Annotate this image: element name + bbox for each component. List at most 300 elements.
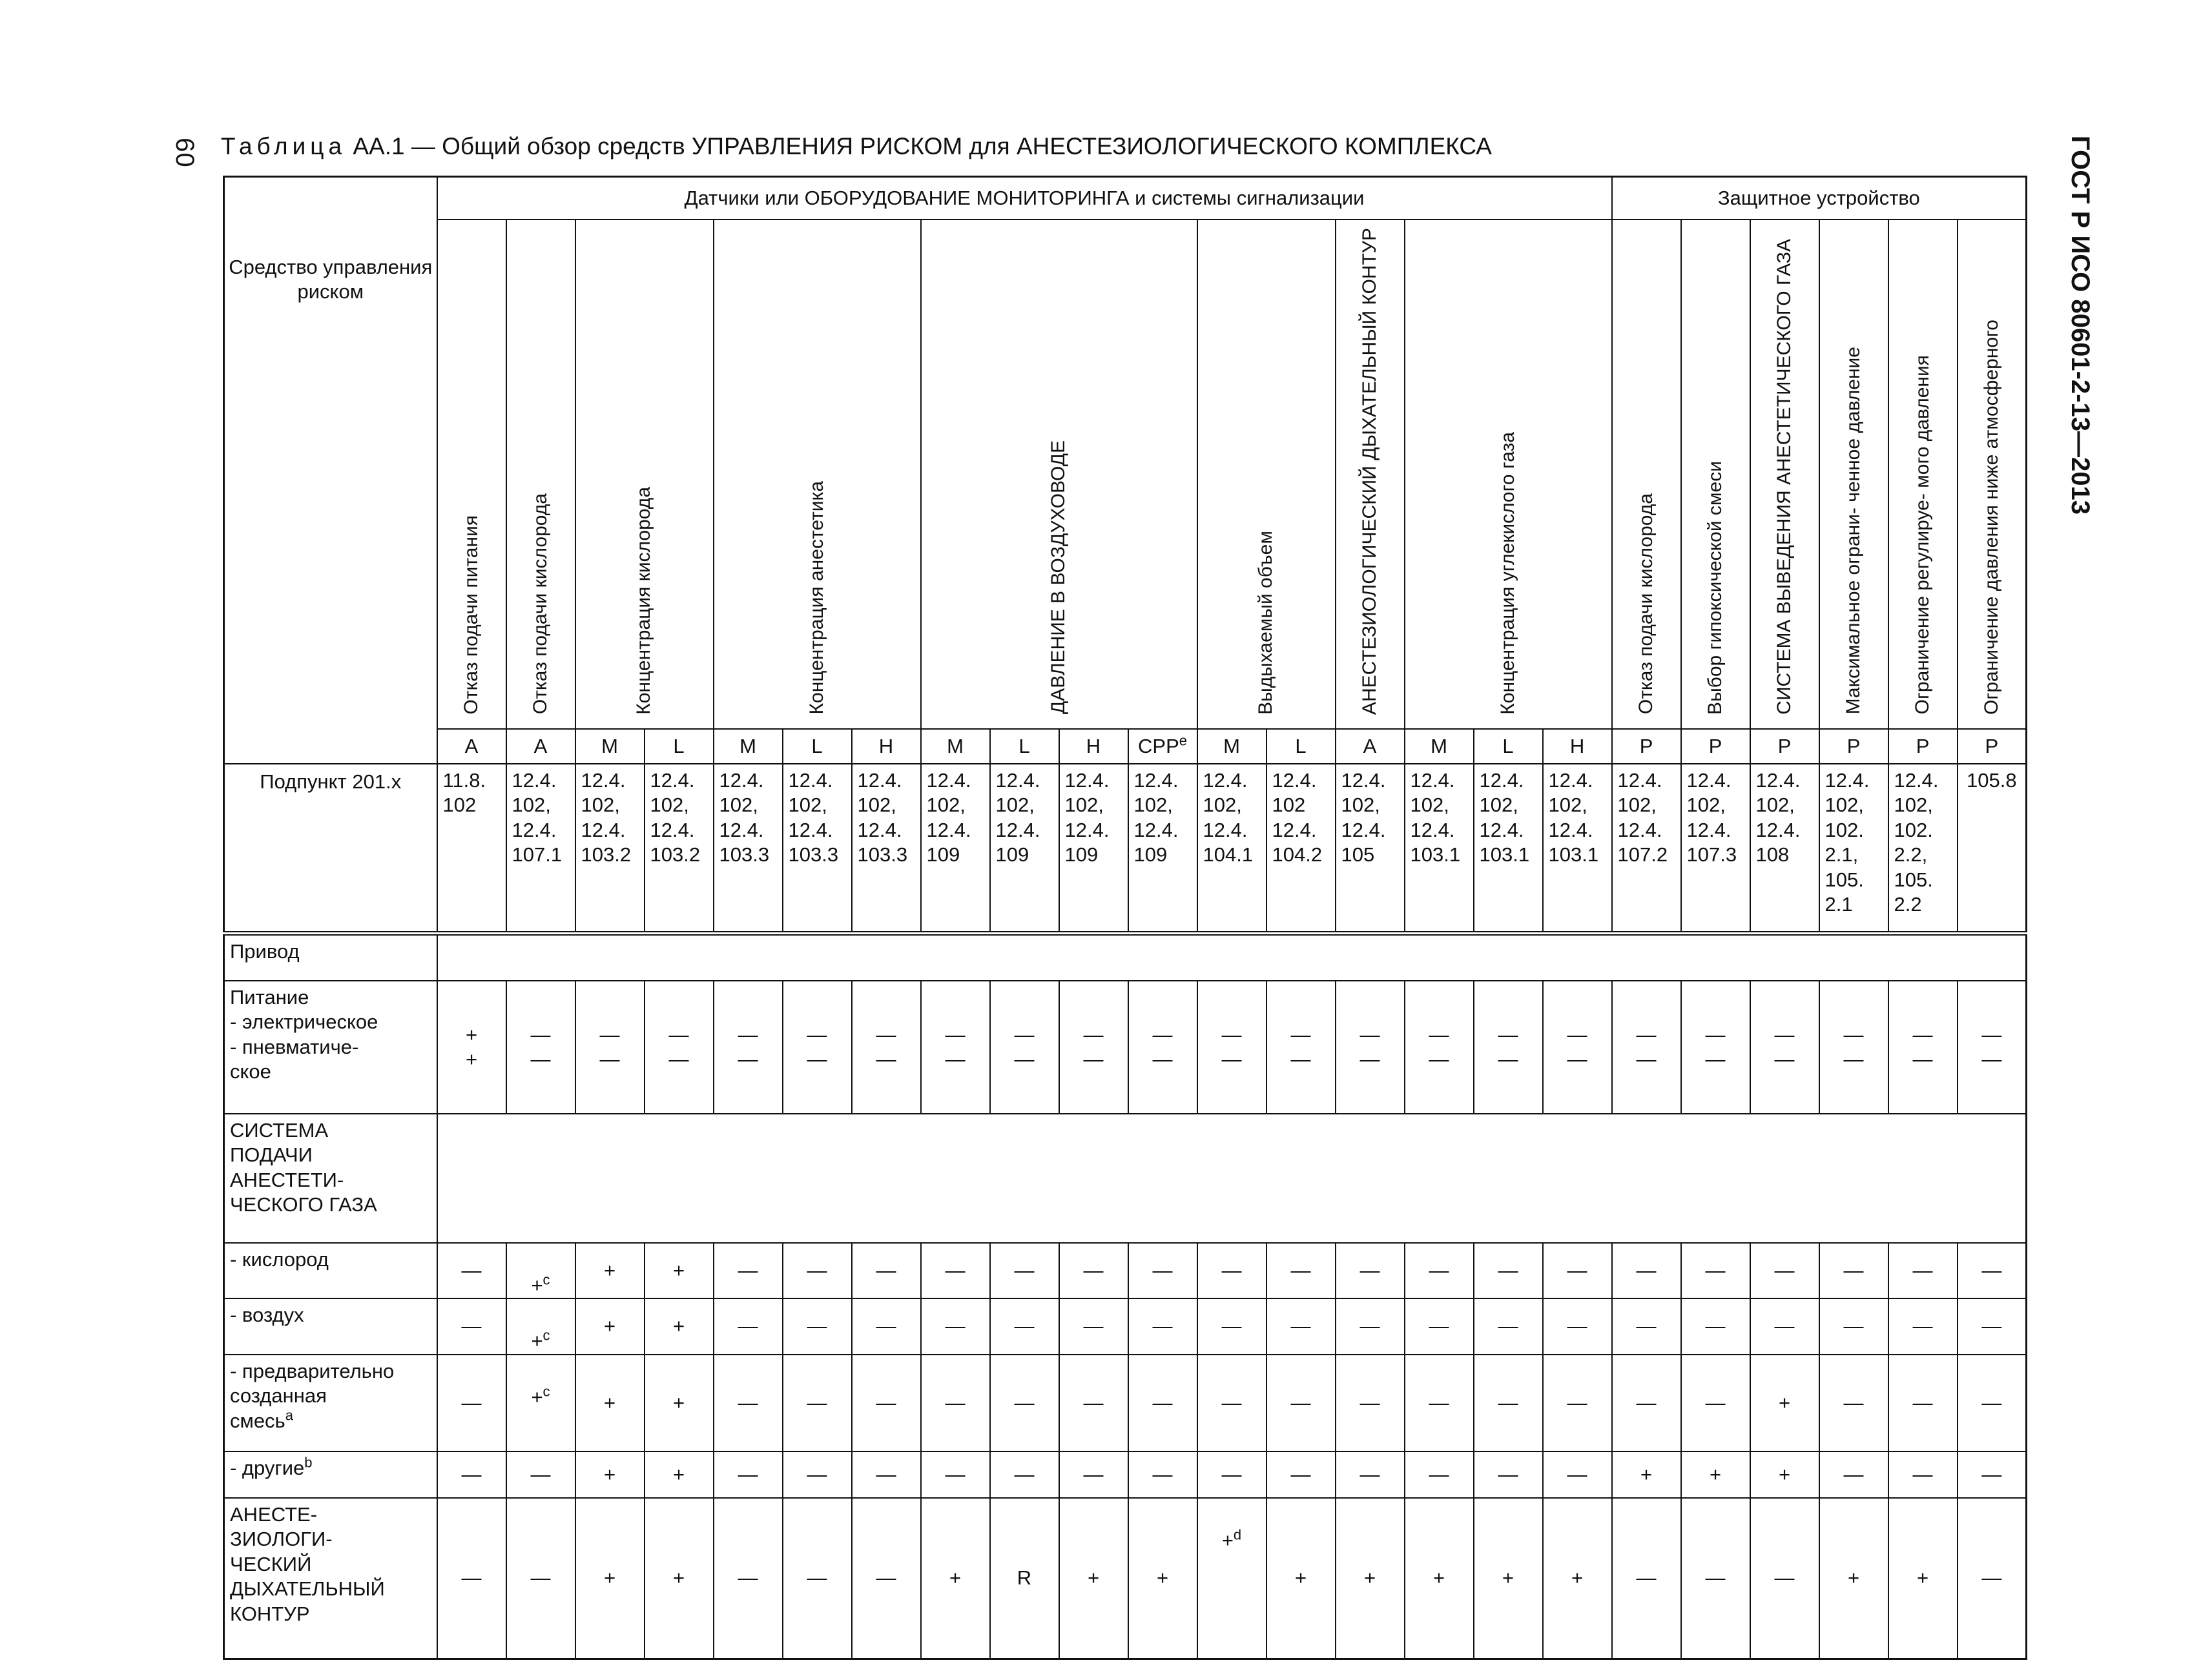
value-mark: — bbox=[1567, 1391, 1587, 1414]
row-label bbox=[224, 1498, 437, 1659]
value-mark: — bbox=[461, 1391, 482, 1414]
value-mark: + bbox=[603, 1391, 616, 1414]
col-header bbox=[575, 220, 714, 730]
value-cell bbox=[714, 1243, 783, 1298]
value-cell: — — bbox=[1197, 981, 1266, 1114]
value-cell bbox=[1750, 1498, 1819, 1659]
table-row bbox=[224, 1243, 2027, 1298]
subclause-cell: 12.4. 102, 12.4. 103.1 bbox=[1405, 764, 1474, 933]
value-cell bbox=[1336, 1355, 1405, 1451]
col-header-text: Отказ подачи питания bbox=[460, 515, 482, 715]
value-cell: — — bbox=[575, 981, 645, 1114]
caption-text: АА.1 — Общий обзор средств УПРАВЛЕНИЯ РИСКОМ для АНЕСТЕЗИОЛОГИЧЕСКОГО КОМПЛЕКСА bbox=[353, 133, 1492, 159]
value-mark: + bbox=[1087, 1566, 1100, 1590]
value-mark: — bbox=[1636, 1566, 1657, 1590]
value-mark: — bbox=[1981, 1259, 2002, 1282]
value-mark: — bbox=[1705, 1259, 1726, 1282]
col-header-text: Отказ подачи кислорода bbox=[529, 493, 551, 715]
value-mark: — bbox=[1359, 1259, 1380, 1282]
value-cell bbox=[921, 1451, 990, 1498]
value-mark: + bbox=[672, 1315, 685, 1338]
code-cell: P bbox=[1750, 729, 1819, 764]
value-cell: — — bbox=[990, 981, 1059, 1114]
value-cell bbox=[506, 1298, 575, 1354]
value-cell bbox=[575, 1298, 645, 1354]
value-cell bbox=[852, 1298, 921, 1354]
value-mark: — bbox=[1567, 1462, 1587, 1486]
value-mark: + bbox=[672, 1391, 685, 1414]
code-cell: A bbox=[437, 729, 506, 764]
value-cell bbox=[783, 1243, 852, 1298]
col-header bbox=[1197, 220, 1336, 730]
value-cell: — — bbox=[783, 981, 852, 1114]
row-label-footnote: a bbox=[285, 1407, 293, 1424]
value-mark: + bbox=[672, 1462, 685, 1486]
value-mark: — bbox=[1843, 1315, 1864, 1338]
value-mark: — bbox=[1912, 1391, 1933, 1414]
value-cell bbox=[1405, 1355, 1474, 1451]
subclause-cell: 12.4. 102, 12.4. 104.1 bbox=[1197, 764, 1266, 933]
power-label: Питание - электрическое - пневматиче- ское bbox=[224, 981, 437, 1114]
value-mark: — bbox=[1429, 1259, 1449, 1282]
value-cell bbox=[1819, 1355, 1888, 1451]
value-cell bbox=[1197, 1243, 1266, 1298]
value-cell bbox=[1405, 1298, 1474, 1354]
row-label-text: АНЕСТЕ- ЗИОЛОГИ- ЧЕСКИЙ ДЫХАТЕЛЬНЫЙ КОНТУР bbox=[230, 1502, 385, 1625]
value-cell bbox=[990, 1498, 1059, 1659]
page-number: 60 bbox=[170, 138, 199, 168]
table-row bbox=[224, 1355, 2027, 1451]
value-cell bbox=[714, 1498, 783, 1659]
value-footnote: d bbox=[1233, 1526, 1242, 1543]
value-mark: + bbox=[1916, 1566, 1929, 1590]
row-label bbox=[224, 1355, 437, 1451]
value-cell bbox=[506, 1451, 575, 1498]
row-label-footnote: b bbox=[304, 1454, 313, 1471]
subclause-cell: 12.4. 102, 12.4. 109 bbox=[921, 764, 990, 933]
value-mark: R bbox=[1017, 1566, 1032, 1590]
value-mark: — bbox=[1981, 1566, 2002, 1590]
value-cell: — — bbox=[1405, 981, 1474, 1114]
subclause-cell: 11.8. 102 bbox=[437, 764, 506, 933]
value-cell: — — bbox=[714, 981, 783, 1114]
code-cell: P bbox=[1958, 729, 2027, 764]
code-cell: H bbox=[1543, 729, 1612, 764]
value-cell bbox=[1128, 1298, 1197, 1354]
column-header-row bbox=[224, 220, 2027, 730]
subclause-cell: 12.4. 102, 12.4. 105 bbox=[1336, 764, 1405, 933]
section-gas-empty bbox=[437, 1114, 2027, 1243]
subclause-cell: 12.4. 102, 102. 2.2, 105. 2.2 bbox=[1888, 764, 1958, 933]
value-cell bbox=[1128, 1451, 1197, 1498]
value-mark: — bbox=[945, 1315, 966, 1338]
value-cell bbox=[1888, 1355, 1958, 1451]
value-mark: — bbox=[1290, 1315, 1311, 1338]
row-label-text: - воздух bbox=[230, 1304, 304, 1327]
value-cell bbox=[1958, 1298, 2027, 1354]
value-mark: — bbox=[1429, 1462, 1449, 1486]
value-mark: — bbox=[1083, 1259, 1104, 1282]
value-cell bbox=[1612, 1243, 1681, 1298]
row-label-text: - предварительно созданная смесь bbox=[230, 1359, 395, 1432]
code-cell: H bbox=[852, 729, 921, 764]
code-cell: H bbox=[1059, 729, 1128, 764]
section-drive-empty bbox=[437, 933, 2027, 981]
value-cell bbox=[1128, 1355, 1197, 1451]
value-mark: + bbox=[1294, 1566, 1307, 1590]
value-cell bbox=[1266, 1451, 1336, 1498]
value-cell bbox=[1266, 1298, 1336, 1354]
value-mark: — bbox=[1083, 1462, 1104, 1486]
value-cell: — — bbox=[1266, 981, 1336, 1114]
group-protective: Защитное устройство bbox=[1612, 177, 2027, 220]
value-mark: — bbox=[1636, 1315, 1657, 1338]
value-cell bbox=[852, 1451, 921, 1498]
row-label bbox=[224, 1451, 437, 1498]
subclause-row bbox=[224, 764, 2027, 933]
code-cell: M bbox=[1197, 729, 1266, 764]
value-cell bbox=[1958, 1355, 2027, 1451]
subclause-cell: 12.4. 102, 12.4. 107.2 bbox=[1612, 764, 1681, 933]
value-cell bbox=[1197, 1451, 1266, 1498]
value-mark: — bbox=[945, 1391, 966, 1414]
value-mark: + bbox=[1847, 1566, 1860, 1590]
value-mark: — bbox=[876, 1566, 896, 1590]
value-mark: — bbox=[738, 1391, 758, 1414]
value-mark: — bbox=[1221, 1391, 1242, 1414]
value-cell bbox=[852, 1355, 921, 1451]
value-mark: + bbox=[603, 1566, 616, 1590]
section-gas: СИСТЕМА ПОДАЧИ АНЕСТЕТИ- ЧЕСКОГО ГАЗА bbox=[224, 1114, 437, 1243]
table-row bbox=[224, 1451, 2027, 1498]
caption-prefix: Таблица bbox=[221, 133, 347, 159]
value-mark: — bbox=[1567, 1259, 1587, 1282]
code-cell-cpp bbox=[1128, 729, 1197, 764]
col-header bbox=[1958, 220, 2027, 730]
value-cell: — — bbox=[1958, 981, 2027, 1114]
value-cell bbox=[1474, 1451, 1543, 1498]
value-mark: — bbox=[945, 1259, 966, 1282]
code-cell: P bbox=[1888, 729, 1958, 764]
value-mark: — bbox=[1636, 1391, 1657, 1414]
value-mark: — bbox=[1774, 1566, 1795, 1590]
value-cell bbox=[1197, 1498, 1266, 1659]
col-header bbox=[1819, 220, 1888, 730]
col-header bbox=[1612, 220, 1681, 730]
value-mark: — bbox=[1014, 1462, 1035, 1486]
value-mark: — bbox=[1843, 1462, 1864, 1486]
value-mark: — bbox=[807, 1391, 827, 1414]
value-footnote: c bbox=[543, 1271, 550, 1288]
value-mark: — bbox=[1498, 1315, 1518, 1338]
value-mark: — bbox=[876, 1462, 896, 1486]
value-cell bbox=[575, 1451, 645, 1498]
value-cell bbox=[1197, 1355, 1266, 1451]
value-cell bbox=[990, 1355, 1059, 1451]
value-mark: + bbox=[1640, 1462, 1653, 1486]
col-header bbox=[506, 220, 575, 730]
subclause-cell: 12.4. 102, 12.4. 103.1 bbox=[1543, 764, 1612, 933]
standard-code: ГОСТ Р ИСО 80601-2-13—2013 bbox=[2066, 136, 2094, 515]
value-mark: — bbox=[1359, 1315, 1380, 1338]
value-cell bbox=[645, 1298, 714, 1354]
value-mark: — bbox=[1429, 1391, 1449, 1414]
value-cell bbox=[1888, 1298, 1958, 1354]
section-drive: Привод bbox=[224, 933, 437, 981]
value-cell bbox=[1612, 1498, 1681, 1659]
value-mark: — bbox=[1290, 1259, 1311, 1282]
corner-label: Средство управления риском bbox=[224, 177, 437, 764]
value-cell bbox=[852, 1243, 921, 1298]
value-cell: — — bbox=[1819, 981, 1888, 1114]
value-mark: + bbox=[603, 1315, 616, 1338]
col-header bbox=[1336, 220, 1405, 730]
value-cell: — — bbox=[1888, 981, 1958, 1114]
subclause-cell: 12.4. 102, 12.4. 103.3 bbox=[852, 764, 921, 933]
value-mark: + bbox=[1709, 1462, 1722, 1486]
value-mark: + bbox=[1502, 1566, 1514, 1590]
value-mark: — bbox=[1567, 1315, 1587, 1338]
value-cell bbox=[783, 1498, 852, 1659]
value-mark: — bbox=[1083, 1315, 1104, 1338]
value-mark: — bbox=[1705, 1566, 1726, 1590]
value-cell bbox=[506, 1355, 575, 1451]
value-mark: — bbox=[1705, 1391, 1726, 1414]
col-header bbox=[714, 220, 921, 730]
code-cell: P bbox=[1681, 729, 1750, 764]
col-header bbox=[1405, 220, 1612, 730]
value-cell bbox=[645, 1355, 714, 1451]
value-mark: + bbox=[1432, 1566, 1445, 1590]
value-cell bbox=[1266, 1498, 1336, 1659]
subclause-cell: 12.4. 102, 12.4. 103.3 bbox=[714, 764, 783, 933]
value-footnote: c bbox=[543, 1327, 550, 1344]
value-mark: — bbox=[876, 1259, 896, 1282]
value-mark: — bbox=[1843, 1259, 1864, 1282]
value-cell bbox=[1336, 1498, 1405, 1659]
value-cell bbox=[1336, 1298, 1405, 1354]
col-header bbox=[921, 220, 1197, 730]
value-mark: — bbox=[807, 1315, 827, 1338]
value-cell bbox=[1543, 1498, 1612, 1659]
subclause-cell: 12.4. 102, 12.4. 108 bbox=[1750, 764, 1819, 933]
value-cell: — — bbox=[921, 981, 990, 1114]
value-mark: + bbox=[531, 1329, 543, 1353]
code-cpp-footnote: e bbox=[1179, 732, 1187, 749]
value-cell bbox=[437, 1243, 506, 1298]
value-cell bbox=[1405, 1451, 1474, 1498]
value-mark: + bbox=[531, 1385, 543, 1408]
value-cell bbox=[506, 1498, 575, 1659]
value-mark: + bbox=[603, 1259, 616, 1282]
value-mark: — bbox=[1083, 1391, 1104, 1414]
value-cell bbox=[575, 1243, 645, 1298]
value-mark: — bbox=[1774, 1259, 1795, 1282]
value-cell bbox=[645, 1498, 714, 1659]
value-cell bbox=[645, 1451, 714, 1498]
value-cell bbox=[852, 1498, 921, 1659]
value-cell bbox=[1474, 1243, 1543, 1298]
value-cell bbox=[921, 1355, 990, 1451]
table-row bbox=[224, 1498, 2027, 1659]
value-mark: — bbox=[945, 1462, 966, 1486]
value-cell bbox=[1819, 1498, 1888, 1659]
value-mark: — bbox=[807, 1462, 827, 1486]
value-mark: — bbox=[461, 1462, 482, 1486]
value-cell bbox=[1750, 1355, 1819, 1451]
value-cell bbox=[990, 1451, 1059, 1498]
value-cell: — — bbox=[852, 981, 921, 1114]
value-mark: — bbox=[1359, 1462, 1380, 1486]
value-cell bbox=[437, 1298, 506, 1354]
value-cell bbox=[1888, 1498, 1958, 1659]
subclause-cell: 105.8 bbox=[1958, 764, 2027, 933]
value-cell bbox=[1059, 1355, 1128, 1451]
col-header-text: ДАВЛЕНИЕ В ВОЗДУХОВОДЕ bbox=[1048, 440, 1070, 715]
value-cell bbox=[1819, 1298, 1888, 1354]
value-cell bbox=[1543, 1355, 1612, 1451]
value-cell bbox=[783, 1451, 852, 1498]
value-mark: — bbox=[1981, 1462, 2002, 1486]
subclause-cell: 12.4. 102 12.4. 104.2 bbox=[1266, 764, 1336, 933]
value-cell bbox=[1266, 1355, 1336, 1451]
value-mark: — bbox=[807, 1259, 827, 1282]
value-mark: — bbox=[1705, 1315, 1726, 1338]
value-cell bbox=[1059, 1298, 1128, 1354]
value-mark: + bbox=[672, 1566, 685, 1590]
code-cell: P bbox=[1819, 729, 1888, 764]
value-mark: — bbox=[1014, 1259, 1035, 1282]
value-cell bbox=[714, 1355, 783, 1451]
value-mark: — bbox=[530, 1462, 551, 1486]
value-mark: — bbox=[1981, 1391, 2002, 1414]
col-header-text: Выбор гипоксической смеси bbox=[1704, 460, 1726, 715]
value-cell bbox=[1474, 1355, 1543, 1451]
value-cell bbox=[575, 1498, 645, 1659]
col-header-text: Концентрация кислорода bbox=[633, 486, 655, 715]
col-header-text: Отказ подачи кислорода bbox=[1635, 493, 1657, 715]
subclause-cell: 12.4. 102, 12.4. 103.2 bbox=[645, 764, 714, 933]
value-mark: + bbox=[1221, 1528, 1234, 1552]
value-cell bbox=[506, 1243, 575, 1298]
subclause-cell: 12.4. 102, 12.4. 103.3 bbox=[783, 764, 852, 933]
subclause-cell: 12.4. 102, 12.4. 103.2 bbox=[575, 764, 645, 933]
col-header-text: Концентрация углекислого газа bbox=[1496, 431, 1518, 715]
value-cell: — — bbox=[645, 981, 714, 1114]
value-cell bbox=[1059, 1243, 1128, 1298]
power-row bbox=[224, 981, 2027, 1114]
code-row bbox=[224, 729, 2027, 764]
value-cell bbox=[1750, 1298, 1819, 1354]
value-cell bbox=[1405, 1243, 1474, 1298]
value-cell: — — bbox=[1750, 981, 1819, 1114]
value-mark: — bbox=[1981, 1315, 2002, 1338]
value-mark: + bbox=[672, 1259, 685, 1282]
value-cell bbox=[783, 1355, 852, 1451]
table-row bbox=[224, 1298, 2027, 1354]
code-cell: P bbox=[1612, 729, 1681, 764]
value-mark: — bbox=[1429, 1315, 1449, 1338]
value-cell bbox=[1958, 1243, 2027, 1298]
subclause-cell: 12.4. 102, 102. 2.1, 105. 2.1 bbox=[1819, 764, 1888, 933]
value-mark: — bbox=[1152, 1391, 1173, 1414]
value-mark: — bbox=[1221, 1315, 1242, 1338]
value-mark: — bbox=[1498, 1259, 1518, 1282]
subclause-cell: 12.4. 102, 12.4. 109 bbox=[1059, 764, 1128, 933]
value-mark: — bbox=[876, 1391, 896, 1414]
value-mark: — bbox=[876, 1315, 896, 1338]
value-cell bbox=[1612, 1451, 1681, 1498]
subclause-cell: 12.4. 102, 12.4. 109 bbox=[990, 764, 1059, 933]
value-cell bbox=[645, 1243, 714, 1298]
value-mark: — bbox=[530, 1566, 551, 1590]
value-mark: + bbox=[531, 1274, 543, 1296]
value-mark: — bbox=[738, 1259, 758, 1282]
value-cell: — — bbox=[506, 981, 575, 1114]
value-mark: — bbox=[461, 1566, 482, 1590]
value-cell: — — bbox=[1336, 981, 1405, 1114]
col-header-text: Выдыхаемый объем bbox=[1255, 530, 1277, 715]
row-label-text: - кислород bbox=[230, 1248, 329, 1271]
value-cell bbox=[1474, 1498, 1543, 1659]
value-cell bbox=[1750, 1243, 1819, 1298]
col-header-text: Максимальное ограни- ченное давление bbox=[1842, 347, 1864, 715]
value-cell bbox=[921, 1298, 990, 1354]
row-label bbox=[224, 1298, 437, 1354]
value-cell bbox=[1543, 1298, 1612, 1354]
value-cell bbox=[1612, 1355, 1681, 1451]
value-mark: — bbox=[738, 1315, 758, 1338]
col-header-text: АНЕСТЕЗИОЛОГИЧЕСКИЙ ДЫХАТЕЛЬНЫЙ КОНТУР bbox=[1358, 227, 1380, 715]
value-cell bbox=[1543, 1451, 1612, 1498]
value-cell bbox=[990, 1243, 1059, 1298]
value-mark: — bbox=[1221, 1462, 1242, 1486]
col-header-text: СИСТЕМА ВЫВЕДЕНИЯ АНЕСТЕТИЧЕСКОГО ГАЗА bbox=[1773, 238, 1795, 715]
value-mark: — bbox=[1912, 1259, 1933, 1282]
value-cell bbox=[1819, 1243, 1888, 1298]
subclause-cell: 12.4. 102, 12.4. 107.3 bbox=[1681, 764, 1750, 933]
value-mark: + bbox=[1363, 1566, 1376, 1590]
table-caption bbox=[221, 133, 1492, 160]
col-header bbox=[1750, 220, 1819, 730]
value-footnote: c bbox=[543, 1383, 550, 1400]
code-cell: L bbox=[645, 729, 714, 764]
value-mark: + bbox=[1778, 1462, 1791, 1486]
code-cell: L bbox=[990, 729, 1059, 764]
value-mark: — bbox=[1843, 1391, 1864, 1414]
value-mark: — bbox=[738, 1566, 758, 1590]
value-cell bbox=[1681, 1498, 1750, 1659]
value-cell: — — bbox=[1059, 981, 1128, 1114]
value-mark: — bbox=[738, 1462, 758, 1486]
value-mark: + bbox=[603, 1462, 616, 1486]
value-mark: — bbox=[461, 1315, 482, 1338]
value-cell bbox=[921, 1243, 990, 1298]
value-cell bbox=[1681, 1451, 1750, 1498]
value-cell bbox=[1681, 1243, 1750, 1298]
code-cpp: CPP bbox=[1138, 734, 1179, 757]
value-cell bbox=[990, 1298, 1059, 1354]
subclause-cell: 12.4. 102, 12.4. 109 bbox=[1128, 764, 1197, 933]
code-cell: M bbox=[921, 729, 990, 764]
value-mark: + bbox=[1156, 1566, 1169, 1590]
value-cell bbox=[1543, 1243, 1612, 1298]
value-cell bbox=[1266, 1243, 1336, 1298]
value-mark: — bbox=[1636, 1259, 1657, 1282]
value-cell bbox=[1958, 1498, 2027, 1659]
col-header bbox=[1888, 220, 1958, 730]
code-cell: M bbox=[1405, 729, 1474, 764]
